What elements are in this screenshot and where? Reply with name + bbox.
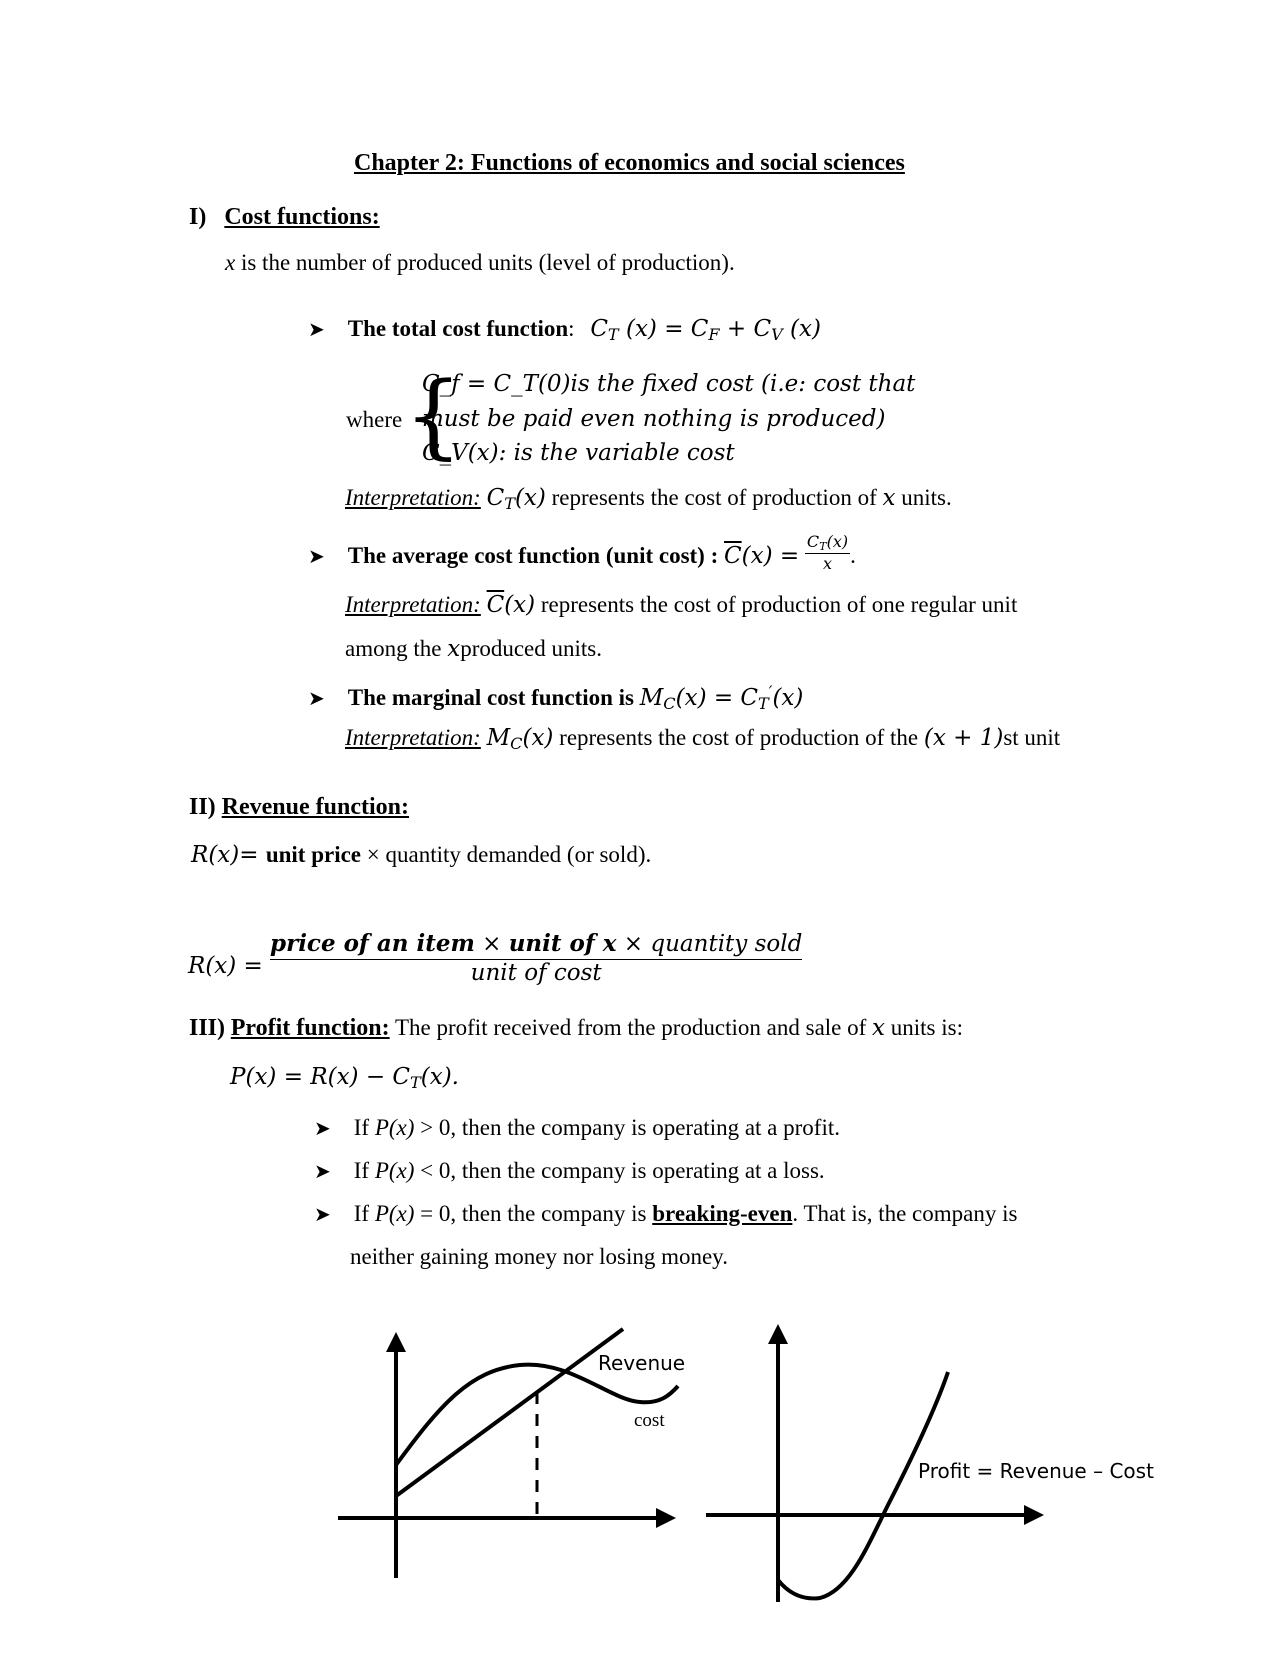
average-cost-bullet: ➤ The average cost function (unit cost) : $\overline{C}(x)$ = $\frac{C_T(x)}{x}$ . [308, 532, 856, 573]
revenue-label: Revenue [598, 1351, 686, 1375]
section-title: Cost functions: [224, 204, 380, 230]
cost-label: cost [634, 1410, 665, 1431]
interp-average: Interpretation: $\overline{C}(x)$ represents the cost of production of one regular unit [345, 592, 1018, 618]
revenue-fraction-lhs: R(x) = [188, 953, 263, 979]
interp-total: Interpretation: $C_T(x)$ represents the cost of production of x units. [345, 485, 952, 514]
bullet-arrow-icon: ➤ [314, 1161, 331, 1183]
marginal-cost-bullet: ➤ The marginal cost function is $M_C(x) = C_T'(x)$ [308, 682, 804, 714]
section-profit-heading: III) Profit function: The profit received from the production and sale of x units is: [189, 1015, 963, 1041]
profit-formula: $P(x) = R(x) - C_T(x)$. [230, 1064, 459, 1093]
where-line-2: must be paid even nothing is produced) [422, 406, 886, 432]
where-line-1: C_f = C_T(0)is the fixed cost (i.e: cost that [422, 371, 916, 397]
where-line-3: C_V(x): is the variable cost [422, 440, 735, 466]
revenue-line: R(x)= unit price × quantity demanded (or sold). [191, 842, 652, 868]
bullet-arrow-icon: ➤ [314, 1204, 331, 1226]
interp-average-line2: among the xproduced units. [345, 636, 602, 662]
revenue-line [396, 1329, 623, 1496]
section-number: I) [189, 204, 207, 230]
bullet-arrow-icon: ➤ [308, 688, 325, 711]
section-revenue-heading: II) Revenue function: [189, 794, 409, 820]
brace-icon: { [404, 362, 463, 469]
profit-label: Profit = Revenue – Cost [918, 1459, 1154, 1483]
profit-bullet-2: ➤ If P(x) < 0, then the company is operating at a loss. [314, 1158, 825, 1183]
total-cost-bullet: ➤ The total cost function: $C_T$ $(x) = C_F + C_V$ (x) [308, 316, 821, 345]
bullet-arrow-icon: ➤ [308, 319, 325, 341]
revenue-fraction: price of an item × unit of x × quantity sold unit of cost [270, 930, 803, 986]
interp-marginal: Interpretation: $M_C(x)$ represents the cost of production of the (x + 1)st unit [345, 725, 1061, 754]
page-title: Chapter 2: Functions of economics and social sciences [354, 150, 905, 176]
profit-bullet-1: ➤ If P(x) > 0, then the company is operating at a profit. [314, 1115, 840, 1140]
where-label: where [346, 407, 403, 432]
profit-curve [778, 1372, 948, 1598]
bullet-arrow-icon: ➤ [314, 1118, 331, 1140]
cost-intro: x is the number of produced units (level of production). [225, 250, 735, 275]
bullet-arrow-icon: ➤ [308, 545, 325, 568]
profit-bullet-3: ➤ If P(x) = 0, then the company is breaking-even. That is, the company is [314, 1201, 1018, 1226]
profit-bullet-3-line2: neither gaining money nor losing money. [350, 1244, 728, 1269]
